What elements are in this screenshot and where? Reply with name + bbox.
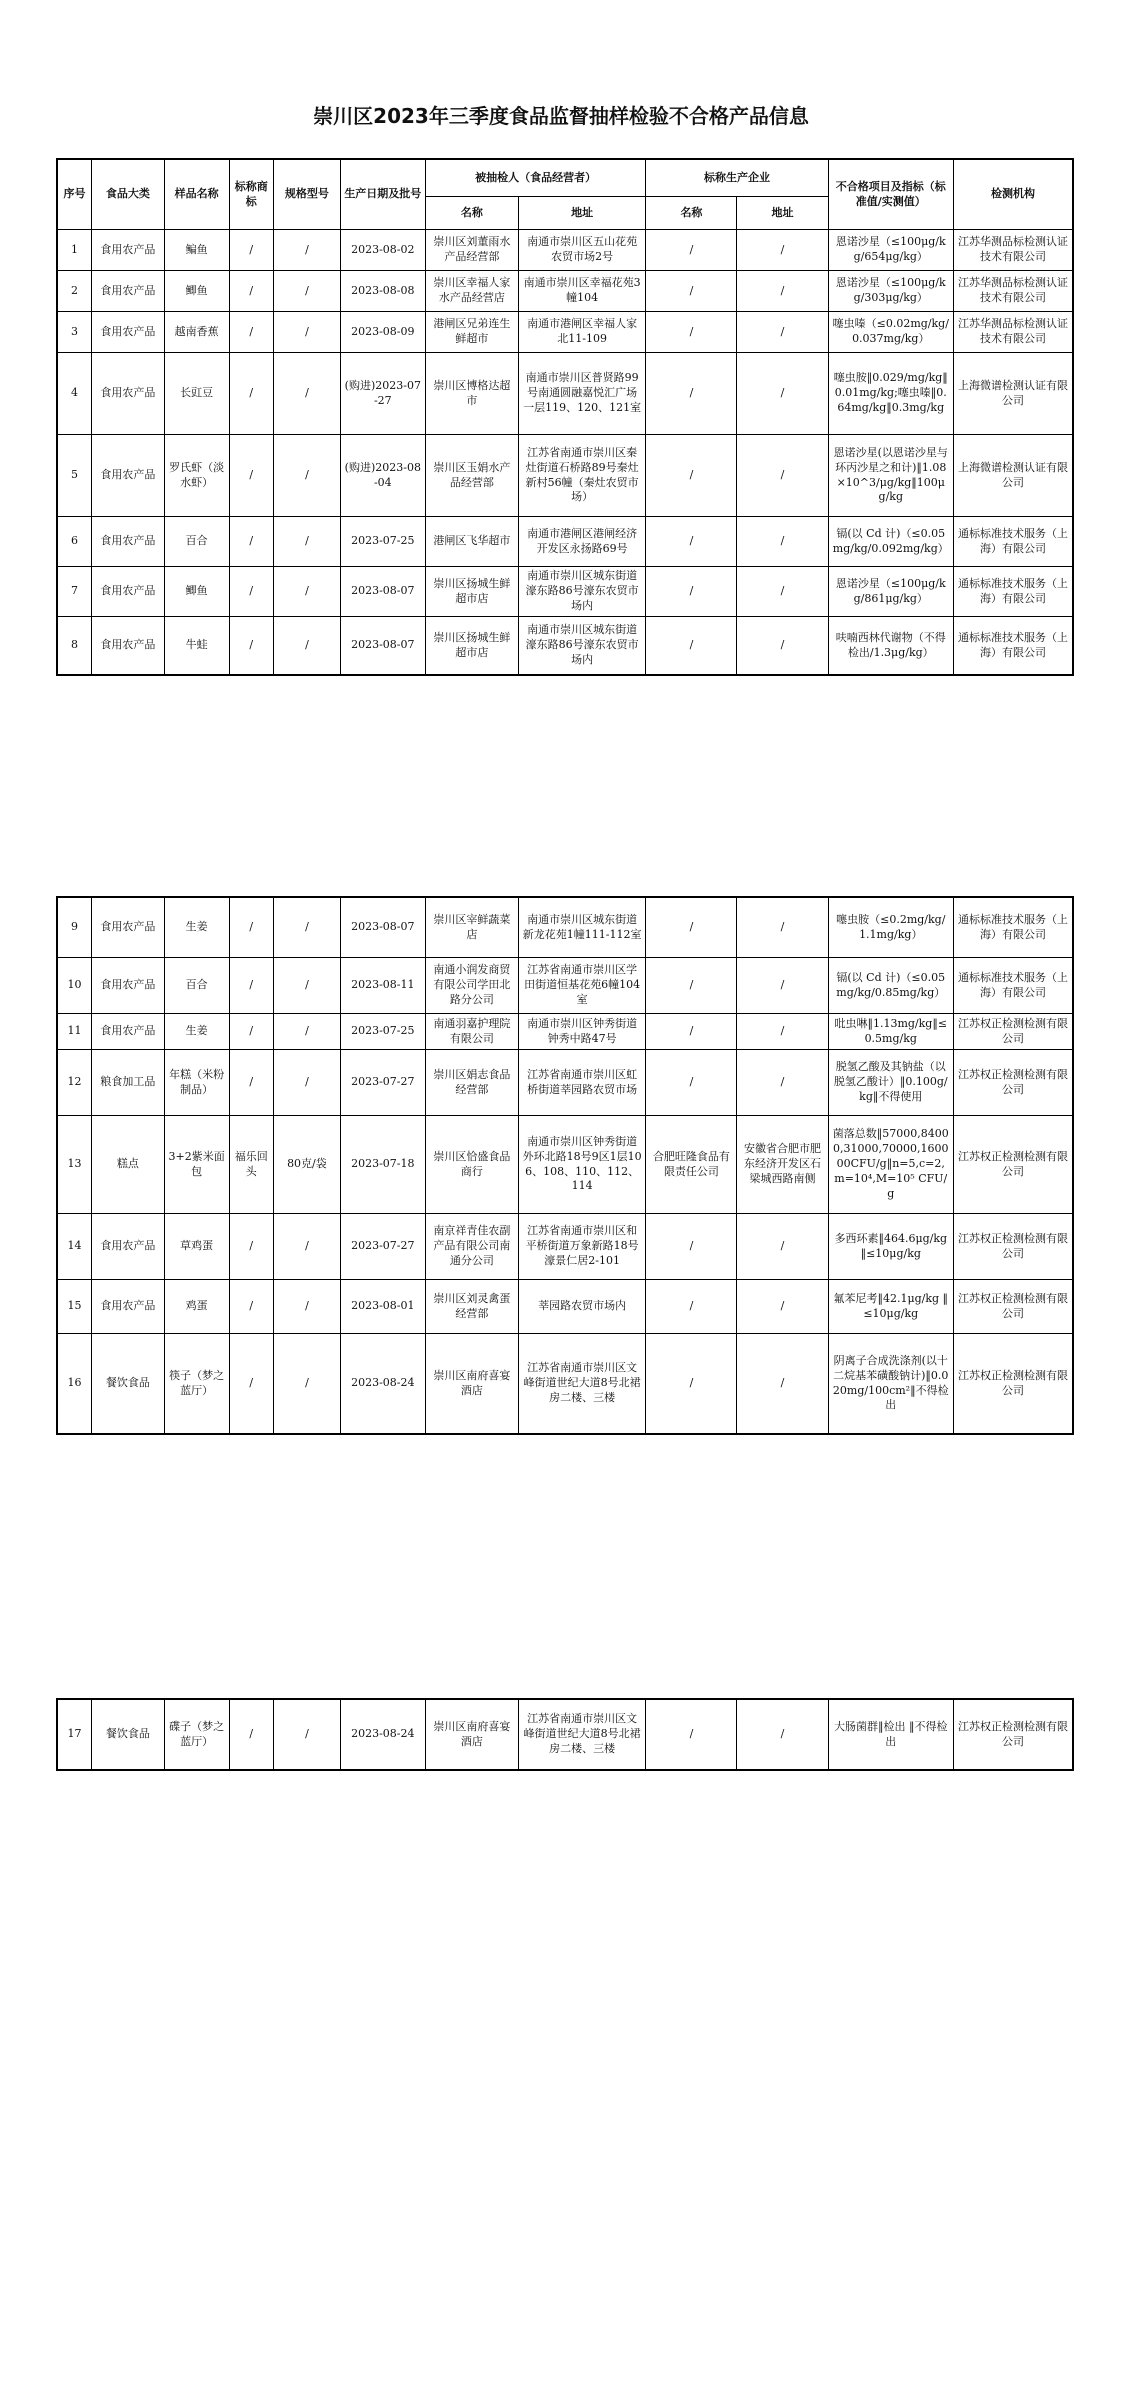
cell-sample: 长豇豆: [164, 353, 229, 435]
cell-category: 食用农产品: [91, 230, 164, 271]
cell-sample: 草鸡蛋: [164, 1214, 229, 1280]
cell-sample: 生姜: [164, 897, 229, 958]
cell-agency: 上海微谱检测认证有限公司: [954, 353, 1074, 435]
cell-sample: 百合: [164, 958, 229, 1014]
header-inspected-addr: 地址: [518, 197, 646, 230]
cell-inspected-name: 南京祥青佳农副产品有限公司南通分公司: [425, 1214, 518, 1280]
cell-seq: 9: [57, 897, 91, 958]
cell-sample: 碟子（梦之蓝厅）: [164, 1699, 229, 1770]
cell-item: 多西环素‖464.6μg/kg ‖≤10μg/kg: [828, 1214, 953, 1280]
cell-producer-name: /: [646, 435, 737, 517]
header-inspected-name: 名称: [425, 197, 518, 230]
cell-producer-addr: /: [737, 230, 828, 271]
cell-seq: 3: [57, 312, 91, 353]
cell-spec: /: [274, 1014, 341, 1050]
cell-category: 食用农产品: [91, 567, 164, 617]
cell-category: 粮食加工品: [91, 1050, 164, 1116]
cell-sample: 牛蛙: [164, 617, 229, 676]
cell-inspected-name: 港闸区兄弟连生鲜超市: [425, 312, 518, 353]
cell-agency: 通标标准技术服务（上海）有限公司: [954, 897, 1074, 958]
cell-inspected-addr: 南通市港闸区港闸经济开发区永扬路69号: [518, 517, 646, 567]
cell-seq: 16: [57, 1334, 91, 1435]
cell-date: 2023-07-18: [340, 1116, 425, 1214]
cell-category: 餐饮食品: [91, 1699, 164, 1770]
cell-seq: 10: [57, 958, 91, 1014]
cell-category: 糕点: [91, 1116, 164, 1214]
cell-seq: 8: [57, 617, 91, 676]
cell-producer-name: /: [646, 1014, 737, 1050]
cell-inspected-addr: 江苏省南通市崇川区和平桥街道万象新路18号濠景仁居2-101: [518, 1214, 646, 1280]
header-producer-addr: 地址: [737, 197, 828, 230]
cell-producer-name: /: [646, 1699, 737, 1770]
cell-producer-addr: /: [737, 353, 828, 435]
cell-inspected-addr: 南通市崇川区普贤路99号南通圆融嘉悦汇广场一层119、120、121室: [518, 353, 646, 435]
cell-seq: 1: [57, 230, 91, 271]
results-table-part-1: [56, 158, 1074, 676]
cell-brand: /: [229, 312, 274, 353]
cell-agency: 江苏权正检测检测有限公司: [954, 1699, 1074, 1770]
cell-inspected-addr: 南通市崇川区钟秀街道外环北路18号9区1层106、108、110、112、114: [518, 1116, 646, 1214]
cell-spec: /: [274, 230, 341, 271]
cell-date: 2023-08-24: [340, 1334, 425, 1435]
cell-item: 噻虫胺‖0.029/mg/kg‖0.01mg/kg;噻虫嗪‖0.64mg/kg‖0.3mg/kg: [828, 353, 953, 435]
cell-producer-name: /: [646, 1214, 737, 1280]
cell-inspected-name: 崇川区恰盛食品商行: [425, 1116, 518, 1214]
cell-sample: 筷子（梦之蓝厅）: [164, 1334, 229, 1435]
cell-date: 2023-08-09: [340, 312, 425, 353]
header-spec: 规格型号: [274, 159, 341, 230]
cell-category: 食用农产品: [91, 1280, 164, 1334]
cell-producer-addr: /: [737, 567, 828, 617]
cell-inspected-name: 崇川区娟志食品经营部: [425, 1050, 518, 1116]
cell-inspected-name: 崇川区刘董雨水产品经营部: [425, 230, 518, 271]
table-row: [57, 958, 1073, 1014]
cell-inspected-name: 崇川区幸福人家水产品经营店: [425, 271, 518, 312]
cell-producer-addr: /: [737, 1214, 828, 1280]
cell-inspected-addr: 南通市崇川区钟秀街道钟秀中路47号: [518, 1014, 646, 1050]
table-row: [57, 1334, 1073, 1435]
cell-producer-name: /: [646, 1050, 737, 1116]
cell-producer-addr: /: [737, 958, 828, 1014]
cell-producer-addr: /: [737, 1014, 828, 1050]
cell-inspected-name: 南通小润发商贸有限公司学田北路分公司: [425, 958, 518, 1014]
cell-seq: 7: [57, 567, 91, 617]
cell-producer-addr: /: [737, 617, 828, 676]
header-category: 食品大类: [91, 159, 164, 230]
cell-inspected-addr: 江苏省南通市崇川区秦灶街道石桥路89号秦灶新村56幢（秦灶农贸市场）: [518, 435, 646, 517]
table-row: [57, 1699, 1073, 1770]
cell-seq: 5: [57, 435, 91, 517]
cell-inspected-name: 崇川区玉娟水产品经营部: [425, 435, 518, 517]
cell-seq: 2: [57, 271, 91, 312]
table-row: [57, 271, 1073, 312]
cell-inspected-name: 崇川区南府喜宴酒店: [425, 1334, 518, 1435]
results-table-part-3: [56, 1698, 1074, 1771]
cell-inspected-addr: 南通市崇川区五山花苑农贸市场2号: [518, 230, 646, 271]
cell-item: 恩诺沙星（≤100μg/kg/861μg/kg）: [828, 567, 953, 617]
cell-seq: 11: [57, 1014, 91, 1050]
cell-spec: /: [274, 958, 341, 1014]
table-row: [57, 312, 1073, 353]
cell-date: 2023-08-11: [340, 958, 425, 1014]
cell-date: 2023-08-01: [340, 1280, 425, 1334]
cell-sample: 鳊鱼: [164, 230, 229, 271]
cell-producer-name: /: [646, 1334, 737, 1435]
cell-inspected-name: 崇川区扬城生鲜超市店: [425, 567, 518, 617]
cell-item: 阴离子合成洗涤剂(以十二烷基苯磺酸钠计)‖0.020mg/100cm²‖不得检出: [828, 1334, 953, 1435]
cell-date: (购进)2023-08-04: [340, 435, 425, 517]
cell-brand: /: [229, 353, 274, 435]
cell-brand: /: [229, 1334, 274, 1435]
cell-producer-addr: 安徽省合肥市肥东经济开发区石梁城西路南侧: [737, 1116, 828, 1214]
cell-producer-name: /: [646, 353, 737, 435]
cell-item: 大肠菌群‖检出 ‖不得检出: [828, 1699, 953, 1770]
header-producer: 标称生产企业: [646, 159, 828, 197]
cell-seq: 15: [57, 1280, 91, 1334]
cell-sample: 生姜: [164, 1014, 229, 1050]
cell-brand: /: [229, 1050, 274, 1116]
cell-spec: /: [274, 617, 341, 676]
cell-brand: /: [229, 567, 274, 617]
cell-inspected-addr: 南通市崇川区幸福花苑3幢104: [518, 271, 646, 312]
cell-inspected-name: 崇川区博格达超市: [425, 353, 518, 435]
cell-brand: /: [229, 1214, 274, 1280]
cell-item: 噻虫嗪（≤0.02mg/kg/0.037mg/kg）: [828, 312, 953, 353]
cell-date: 2023-08-07: [340, 567, 425, 617]
cell-category: 食用农产品: [91, 312, 164, 353]
cell-seq: 17: [57, 1699, 91, 1770]
cell-date: 2023-07-25: [340, 1014, 425, 1050]
header-producer-name: 名称: [646, 197, 737, 230]
cell-agency: 江苏权正检测检测有限公司: [954, 1116, 1074, 1214]
cell-producer-addr: /: [737, 1699, 828, 1770]
cell-category: 食用农产品: [91, 1014, 164, 1050]
cell-agency: 江苏华测品标检测认证技术有限公司: [954, 312, 1074, 353]
cell-producer-addr: /: [737, 1280, 828, 1334]
cell-producer-addr: /: [737, 271, 828, 312]
cell-sample: 罗氏虾（淡水虾）: [164, 435, 229, 517]
cell-inspected-addr: 南通市崇川区城东街道濠东路86号濠东农贸市场内: [518, 567, 646, 617]
cell-producer-addr: /: [737, 517, 828, 567]
cell-category: 食用农产品: [91, 958, 164, 1014]
cell-item: 菌落总数‖57000,84000,31000,70000,160000CFU/g‖n=5,c=2,m=10⁴,M=10⁵ CFU/g: [828, 1116, 953, 1214]
table-row: [57, 230, 1073, 271]
header-item: 不合格项目及指标（标准值/实测值）: [828, 159, 953, 230]
cell-spec: /: [274, 1699, 341, 1770]
cell-brand: /: [229, 1699, 274, 1770]
cell-inspected-addr: 南通市崇川区城东街道濠东路86号濠东农贸市场内: [518, 617, 646, 676]
cell-brand: /: [229, 897, 274, 958]
cell-date: 2023-08-07: [340, 617, 425, 676]
cell-category: 食用农产品: [91, 271, 164, 312]
cell-sample: 鲫鱼: [164, 271, 229, 312]
cell-inspected-addr: 南通市崇川区城东街道新龙花苑1幢111-112室: [518, 897, 646, 958]
cell-category: 食用农产品: [91, 435, 164, 517]
cell-brand: /: [229, 1014, 274, 1050]
table-row: [57, 567, 1073, 617]
cell-producer-name: /: [646, 271, 737, 312]
table-row: [57, 1050, 1073, 1116]
cell-producer-name: /: [646, 958, 737, 1014]
cell-spec: /: [274, 897, 341, 958]
page-title: 崇川区2023年三季度食品监督抽样检验不合格产品信息: [313, 104, 809, 128]
cell-category: 食用农产品: [91, 353, 164, 435]
table-row: [57, 517, 1073, 567]
header-seq: 序号: [57, 159, 91, 230]
cell-spec: /: [274, 1334, 341, 1435]
cell-agency: 通标标准技术服务（上海）有限公司: [954, 567, 1074, 617]
cell-brand: /: [229, 958, 274, 1014]
cell-inspected-name: 崇川区南府喜宴酒店: [425, 1699, 518, 1770]
header-date: 生产日期及批号: [340, 159, 425, 230]
cell-date: 2023-08-08: [340, 271, 425, 312]
cell-agency: 江苏华测品标检测认证技术有限公司: [954, 271, 1074, 312]
cell-seq: 13: [57, 1116, 91, 1214]
cell-spec: /: [274, 353, 341, 435]
cell-producer-name: /: [646, 567, 737, 617]
cell-producer-name: /: [646, 230, 737, 271]
header-inspected: 被抽检人（食品经营者）: [425, 159, 646, 197]
results-table-part-2: [56, 896, 1074, 1435]
table-row: [57, 353, 1073, 435]
cell-producer-name: /: [646, 1280, 737, 1334]
cell-brand: /: [229, 435, 274, 517]
cell-agency: 江苏权正检测检测有限公司: [954, 1214, 1074, 1280]
cell-item: 脱氢乙酸及其钠盐（以脱氢乙酸计）‖0.100g/kg‖不得使用: [828, 1050, 953, 1116]
cell-sample: 越南香蕉: [164, 312, 229, 353]
cell-brand: /: [229, 230, 274, 271]
header-agency: 检测机构: [954, 159, 1074, 230]
cell-producer-addr: /: [737, 1334, 828, 1435]
cell-agency: 通标标准技术服务（上海）有限公司: [954, 617, 1074, 676]
cell-sample: 鸡蛋: [164, 1280, 229, 1334]
cell-agency: 江苏权正检测检测有限公司: [954, 1280, 1074, 1334]
cell-inspected-addr: 莘园路农贸市场内: [518, 1280, 646, 1334]
cell-agency: 通标标准技术服务（上海）有限公司: [954, 958, 1074, 1014]
cell-inspected-name: 崇川区刘灵禽蛋经营部: [425, 1280, 518, 1334]
cell-brand: /: [229, 271, 274, 312]
table-row: [57, 435, 1073, 517]
table-row: [57, 1214, 1073, 1280]
cell-item: 呋喃西林代谢物（不得检出/1.3μg/kg）: [828, 617, 953, 676]
cell-inspected-addr: 南通市港闸区幸福人家北11-109: [518, 312, 646, 353]
table-row: [57, 617, 1073, 676]
header-sample: 样品名称: [164, 159, 229, 230]
cell-category: 食用农产品: [91, 517, 164, 567]
cell-sample: 3+2紫米面包: [164, 1116, 229, 1214]
cell-category: 食用农产品: [91, 1214, 164, 1280]
cell-spec: /: [274, 517, 341, 567]
cell-agency: 上海微谱检测认证有限公司: [954, 435, 1074, 517]
cell-date: 2023-07-27: [340, 1214, 425, 1280]
cell-date: (购进)2023-07-27: [340, 353, 425, 435]
cell-inspected-addr: 江苏省南通市崇川区虹桥街道莘园路农贸市场: [518, 1050, 646, 1116]
cell-date: 2023-08-07: [340, 897, 425, 958]
cell-inspected-name: 崇川区扬城生鲜超市店: [425, 617, 518, 676]
cell-producer-addr: /: [737, 312, 828, 353]
cell-brand: 福乐回头: [229, 1116, 274, 1214]
cell-producer-addr: /: [737, 897, 828, 958]
cell-category: 餐饮食品: [91, 1334, 164, 1435]
cell-agency: 江苏权正检测检测有限公司: [954, 1050, 1074, 1116]
cell-item: 吡虫啉‖1.13mg/kg‖≤0.5mg/kg: [828, 1014, 953, 1050]
cell-item: 恩诺沙星(以恩诺沙星与环丙沙星之和计)‖1.08×10^3/μg/kg‖100μg/kg: [828, 435, 953, 517]
cell-agency: 江苏权正检测检测有限公司: [954, 1334, 1074, 1435]
cell-inspected-name: 南通羽嘉护理院有限公司: [425, 1014, 518, 1050]
table-row: [57, 897, 1073, 958]
cell-category: 食用农产品: [91, 617, 164, 676]
cell-brand: /: [229, 617, 274, 676]
cell-item: 镉(以 Cd 计)（≤0.05mg/kg/0.092mg/kg）: [828, 517, 953, 567]
cell-item: 恩诺沙星（≤100μg/kg/654μg/kg）: [828, 230, 953, 271]
cell-producer-name: /: [646, 897, 737, 958]
cell-producer-addr: /: [737, 1050, 828, 1116]
cell-seq: 14: [57, 1214, 91, 1280]
cell-spec: /: [274, 435, 341, 517]
cell-item: 氟苯尼考‖42.1μg/kg ‖≤10μg/kg: [828, 1280, 953, 1334]
cell-seq: 4: [57, 353, 91, 435]
cell-seq: 6: [57, 517, 91, 567]
cell-agency: 江苏权正检测检测有限公司: [954, 1014, 1074, 1050]
table-row: [57, 1014, 1073, 1050]
cell-sample: 年糕（米粉制品）: [164, 1050, 229, 1116]
cell-category: 食用农产品: [91, 897, 164, 958]
cell-date: 2023-08-02: [340, 230, 425, 271]
cell-brand: /: [229, 1280, 274, 1334]
cell-item: 镉(以 Cd 计)（≤0.05mg/kg/0.85mg/kg）: [828, 958, 953, 1014]
cell-producer-name: /: [646, 617, 737, 676]
cell-inspected-addr: 江苏省南通市崇川区文峰街道世纪大道8号北裙房二楼、三楼: [518, 1334, 646, 1435]
cell-spec: 80克/袋: [274, 1116, 341, 1214]
cell-producer-name: 合肥旺隆食品有限责任公司: [646, 1116, 737, 1214]
cell-inspected-name: 崇川区宰鲜蔬菜店: [425, 897, 518, 958]
cell-spec: /: [274, 1280, 341, 1334]
cell-inspected-addr: 江苏省南通市崇川区文峰街道世纪大道8号北裙房二楼、三楼: [518, 1699, 646, 1770]
cell-date: 2023-08-24: [340, 1699, 425, 1770]
cell-producer-name: /: [646, 517, 737, 567]
cell-producer-addr: /: [737, 435, 828, 517]
cell-item: 恩诺沙星（≤100μg/kg/303μg/kg）: [828, 271, 953, 312]
cell-spec: /: [274, 1050, 341, 1116]
cell-spec: /: [274, 312, 341, 353]
table-row: [57, 1116, 1073, 1214]
cell-date: 2023-07-25: [340, 517, 425, 567]
cell-inspected-name: 港闸区飞华超市: [425, 517, 518, 567]
cell-spec: /: [274, 567, 341, 617]
cell-agency: 通标标准技术服务（上海）有限公司: [954, 517, 1074, 567]
cell-sample: 百合: [164, 517, 229, 567]
cell-seq: 12: [57, 1050, 91, 1116]
cell-producer-name: /: [646, 312, 737, 353]
cell-item: 噻虫胺（≤0.2mg/kg/1.1mg/kg）: [828, 897, 953, 958]
cell-sample: 鲫鱼: [164, 567, 229, 617]
table-row: [57, 1280, 1073, 1334]
cell-agency: 江苏华测品标检测认证技术有限公司: [954, 230, 1074, 271]
cell-spec: /: [274, 271, 341, 312]
cell-inspected-addr: 江苏省南通市崇川区学田街道恒基花苑6幢104室: [518, 958, 646, 1014]
header-brand: 标称商标: [229, 159, 274, 230]
cell-date: 2023-07-27: [340, 1050, 425, 1116]
cell-spec: /: [274, 1214, 341, 1280]
cell-brand: /: [229, 517, 274, 567]
